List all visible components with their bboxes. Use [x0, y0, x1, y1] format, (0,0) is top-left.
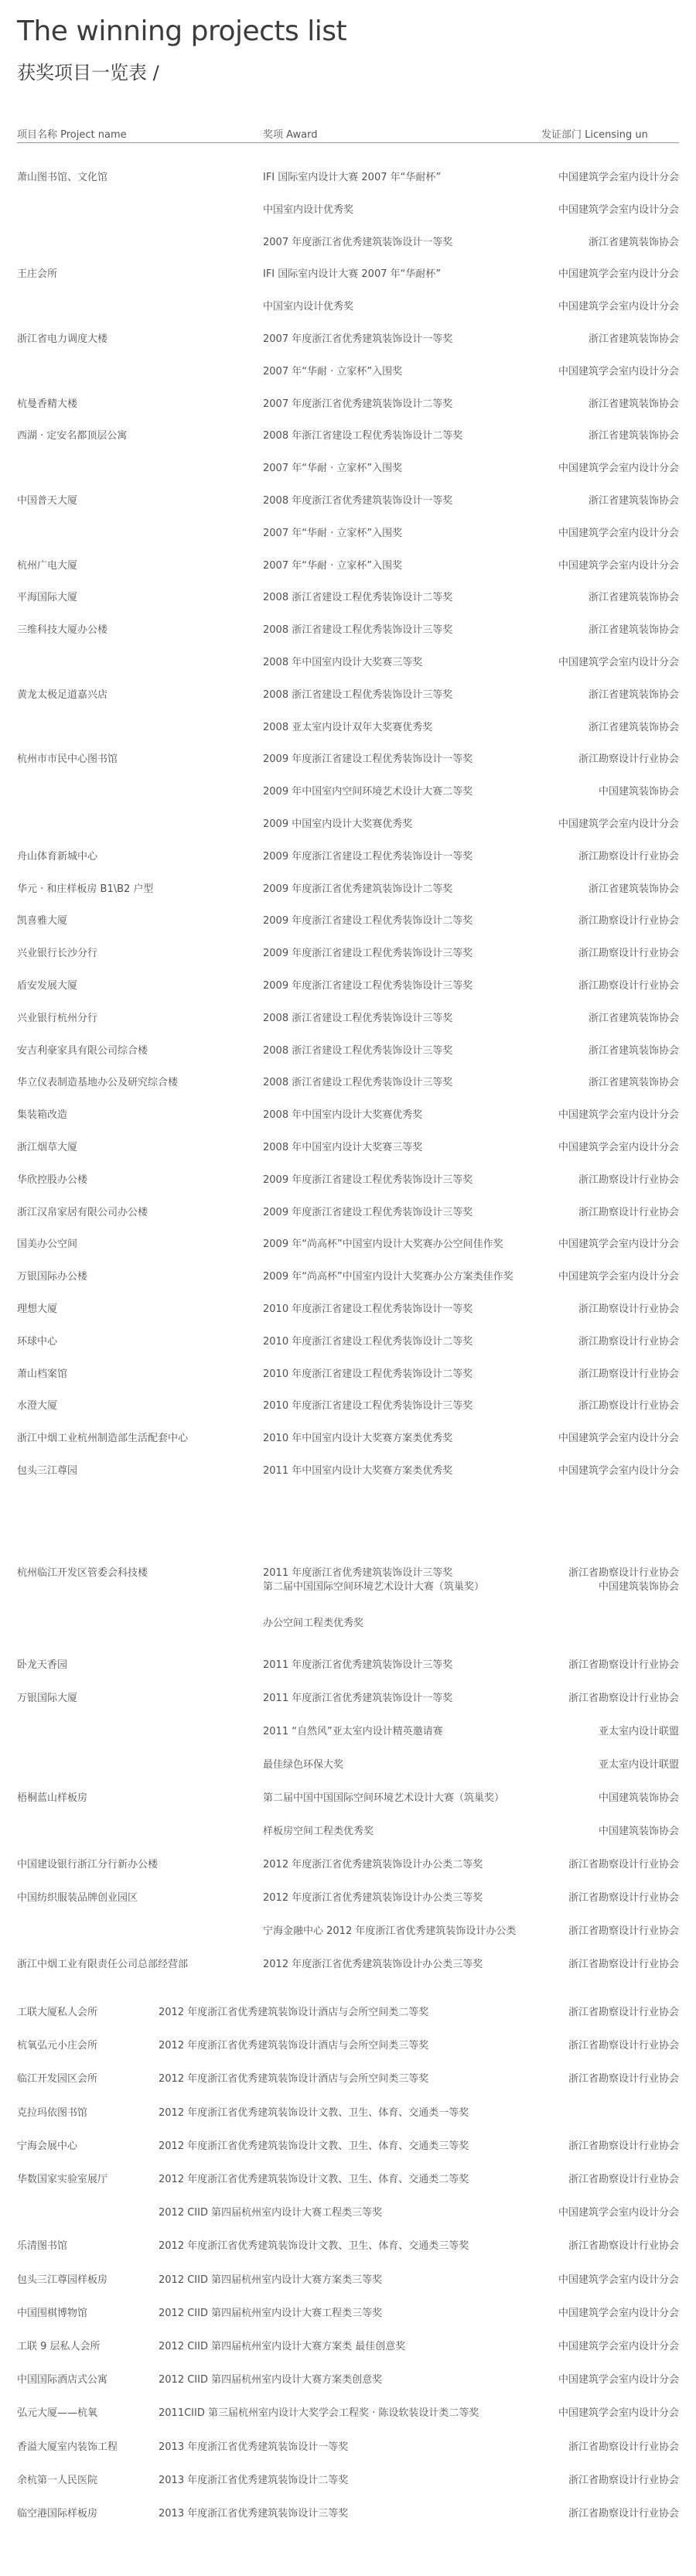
- licensing-unit: 中国建筑学会室内设计分会: [558, 366, 679, 378]
- award-text: 2009 年度浙江省建设工程优秀装饰设计一等奖: [263, 851, 473, 863]
- award-text: 样板房空间工程类优秀奖: [263, 1826, 374, 1837]
- project-name: 华立仪表制造基地办公及研究综合楼: [17, 1077, 179, 1088]
- project-name: 华元 · 和庄样板房 B1\B2 户型: [17, 883, 154, 895]
- project-name: 平海国际大厦: [17, 592, 78, 603]
- award-text: 2012 CIID 第四届杭州室内设计大赛工程类三等奖: [159, 2207, 383, 2219]
- licensing-unit: 中国建筑学会室内设计分会: [558, 560, 679, 572]
- award-text: 2013 年度浙江省优秀建筑装饰设计一等奖: [159, 2441, 349, 2453]
- project-name: 杭曼香精大楼: [17, 398, 78, 410]
- project-name: 兴业银行长沙分行: [17, 948, 98, 959]
- project-name: 萧山档案馆: [17, 1368, 68, 1380]
- award-text: 2008 浙江省建设工程优秀装饰设计三等奖: [263, 1045, 453, 1057]
- licensing-unit: 浙江省勘察设计行业协会: [568, 2441, 679, 2453]
- award-text: 2012 年度浙江省优秀建筑装饰设计办公类三等奖: [263, 1959, 483, 1970]
- award-text: 2010 年度浙江省建设工程优秀装饰设计二等奖: [263, 1336, 473, 1348]
- project-name: 凯喜雅大厦: [17, 915, 68, 927]
- licensing-unit: 浙江省勘察设计行业协会: [568, 2140, 679, 2152]
- header-divider: [17, 142, 679, 143]
- project-name: 工联大厦私人会所: [17, 2007, 98, 2018]
- award-text: 2012 年度浙江省优秀建筑装饰设计酒店与会所空间类三等奖: [159, 2040, 429, 2052]
- licensing-unit: 浙江省勘察设计行业协会: [568, 1959, 679, 1970]
- licensing-unit: 浙江省勘察设计行业协会: [568, 2508, 679, 2520]
- award-text: 2008 浙江省建设工程优秀装饰设计二等奖: [263, 592, 453, 603]
- project-name: 杭氧弘元小庄会所: [17, 2040, 98, 2052]
- project-name: 浙江汉帛家居有限公司办公楼: [17, 1207, 148, 1218]
- award-text: 2009 年度浙江省建设工程优秀装饰设计二等奖: [263, 915, 473, 927]
- project-name: 浙江中烟工业有限责任公司总部经营部: [17, 1959, 189, 1970]
- award-text: 2009 年度浙江省优秀建筑装饰设计二等奖: [263, 883, 453, 895]
- award-text: 2007 年“华耐 · 立家杯”入围奖: [263, 528, 403, 539]
- award-text: 2011CIID 第三届杭州室内设计大奖学会工程奖 · 陈设软装设计类二等奖: [159, 2407, 479, 2419]
- project-name: 舟山体育新城中心: [17, 851, 98, 863]
- award-text: 2007 年“华耐 · 立家杯”入围奖: [263, 366, 403, 378]
- project-name: 黄龙太极足道嘉兴店: [17, 689, 108, 701]
- licensing-unit: 浙江勘察设计行业协会: [578, 1368, 679, 1380]
- project-name: 中国围棋博物馆: [17, 2308, 88, 2319]
- page-title-zh: 获奖项目一览表 /: [17, 62, 159, 84]
- award-text: 2012 CIID 第四届杭州室内设计大赛方案类创意奖: [159, 2374, 383, 2386]
- award-text: 办公空间工程类优秀奖: [263, 1618, 364, 1629]
- award-text: 2012 CIID 第四届杭州室内设计大赛方案类三等奖: [159, 2274, 383, 2286]
- project-name: 国美办公空间: [17, 1238, 78, 1250]
- award-text: 2008 年中国室内设计大奖赛优秀奖: [263, 1109, 423, 1121]
- licensing-unit: 中国建筑学会室内设计分会: [558, 1109, 679, 1121]
- award-text: 2009 年度浙江省建设工程优秀装饰设计一等奖: [263, 753, 473, 765]
- project-name: 环球中心: [17, 1336, 58, 1348]
- project-name: 梧桐蓝山样板房: [17, 1792, 88, 1804]
- award-text: 宁海金融中心 2012 年度浙江省优秀建筑装饰设计办公类: [263, 1925, 517, 1937]
- licensing-unit: 中国建筑学会室内设计分会: [558, 1238, 679, 1250]
- licensing-unit: 浙江省建筑装饰协会: [588, 624, 679, 636]
- licensing-unit: 浙江省勘察设计行业协会: [568, 2073, 679, 2085]
- award-text: 2008 浙江省建设工程优秀装饰设计三等奖: [263, 1013, 453, 1024]
- award-text: 2008 年中国室内设计大奖赛三等奖: [263, 657, 423, 668]
- licensing-unit: 浙江勘察设计行业协会: [578, 948, 679, 959]
- project-name: 克拉玛依图书馆: [17, 2107, 88, 2119]
- header-award: 奖项 Award: [263, 129, 318, 141]
- project-name: 杭州临江开发区管委会科技楼: [17, 1567, 148, 1579]
- licensing-unit: 浙江勘察设计行业协会: [578, 1207, 679, 1218]
- licensing-unit: 中国建筑学会室内设计分会: [558, 2407, 679, 2419]
- award-text: 2012 年度浙江省优秀建筑装饰设计文教、卫生、体育、交通类二等奖: [159, 2174, 469, 2185]
- licensing-unit: 中国建筑学会室内设计分会: [558, 657, 679, 668]
- award-text: 2008 浙江省建设工程优秀装饰设计三等奖: [263, 689, 453, 701]
- licensing-unit: 中国建筑学会室内设计分会: [558, 2341, 679, 2352]
- award-text: 2011 年度浙江省优秀建筑装饰设计一等奖: [263, 1693, 453, 1704]
- licensing-unit: 浙江省勘察设计行业协会: [568, 1567, 679, 1579]
- award-text: IFI 国际室内设计大赛 2007 年“华耐杯”: [263, 172, 442, 183]
- licensing-unit: 中国建筑学会室内设计分会: [558, 528, 679, 539]
- page-title-en: The winning projects list: [17, 15, 347, 47]
- project-name: 中国国际酒店式公寓: [17, 2374, 108, 2386]
- licensing-unit: 浙江勘察设计行业协会: [578, 1174, 679, 1186]
- licensing-unit: 浙江省建筑装饰协会: [588, 883, 679, 895]
- project-name: 宁海会展中心: [17, 2140, 78, 2152]
- project-name: 工联 9 层私人会所: [17, 2341, 101, 2352]
- project-name: 乐清图书馆: [17, 2240, 68, 2252]
- award-text: 2012 CIID 第四届杭州室内设计大赛工程类三等奖: [159, 2308, 383, 2319]
- award-text: 2012 年度浙江省优秀建筑装饰设计办公类三等奖: [263, 1892, 483, 1904]
- project-name: 集装箱改造: [17, 1109, 68, 1121]
- award-text: 2008 浙江省建设工程优秀装饰设计三等奖: [263, 624, 453, 636]
- licensing-unit: 浙江勘察设计行业协会: [578, 980, 679, 992]
- licensing-unit: 中国建筑学会室内设计分会: [558, 2374, 679, 2386]
- award-text: 2009 年度浙江省建设工程优秀装饰设计三等奖: [263, 980, 473, 992]
- award-text: 2008 浙江省建设工程优秀装饰设计三等奖: [263, 1077, 453, 1088]
- licensing-unit: 中国建筑学会室内设计分会: [558, 1271, 679, 1283]
- award-text: 2009 年度浙江省建设工程优秀装饰设计三等奖: [263, 1174, 473, 1186]
- award-text: 最佳绿色环保大奖: [263, 1759, 344, 1771]
- licensing-unit: 浙江省建筑装饰协会: [588, 430, 679, 442]
- licensing-unit: 浙江省建筑装饰协会: [588, 333, 679, 345]
- licensing-unit: 亚太室内设计联盟: [598, 1759, 679, 1771]
- project-name: 中国建设银行浙江分行新办公楼: [17, 1859, 159, 1871]
- licensing-unit: 浙江省勘察设计行业协会: [568, 1925, 679, 1937]
- licensing-unit: 中国建筑学会室内设计分会: [558, 204, 679, 216]
- project-name: 兴业银行杭州分行: [17, 1013, 98, 1024]
- licensing-unit: 中国建筑学会室内设计分会: [558, 268, 679, 280]
- award-text: 2012 CIID 第四届杭州室内设计大赛方案类 最佳创意奖: [159, 2341, 406, 2352]
- award-text: 2010 年中国室内设计大奖赛方案类优秀奖: [263, 1433, 453, 1444]
- award-text: 2010 年度浙江省建设工程优秀装饰设计一等奖: [263, 1303, 473, 1315]
- project-name: 浙江省电力调度大楼: [17, 333, 108, 345]
- project-name: 香溢大厦室内装饰工程: [17, 2441, 118, 2453]
- project-name: 临江开发园区会所: [17, 2073, 98, 2085]
- licensing-unit: 浙江省建筑装饰协会: [588, 592, 679, 603]
- project-name: 杭州广电大厦: [17, 560, 78, 572]
- project-name: 三维科技大厦办公楼: [17, 624, 108, 636]
- licensing-unit: 浙江省勘察设计行业协会: [568, 2007, 679, 2018]
- licensing-unit: 浙江省勘察设计行业协会: [568, 2040, 679, 2052]
- award-text: 2010 年度浙江省建设工程优秀装饰设计三等奖: [263, 1400, 473, 1412]
- award-text: 2013 年度浙江省优秀建筑装饰设计二等奖: [159, 2475, 349, 2486]
- licensing-unit: 浙江勘察设计行业协会: [578, 851, 679, 863]
- licensing-unit: 中国建筑学会室内设计分会: [558, 172, 679, 183]
- project-name: 理想大厦: [17, 1303, 58, 1315]
- licensing-unit: 浙江省勘察设计行业协会: [568, 2174, 679, 2185]
- project-name: 临空港国际样板房: [17, 2508, 98, 2520]
- licensing-unit: 中国建筑学会室内设计分会: [558, 2308, 679, 2319]
- project-name: 华欣控股办公楼: [17, 1174, 88, 1186]
- licensing-unit: 浙江勘察设计行业协会: [578, 1400, 679, 1412]
- award-text: 2012 年度浙江省优秀建筑装饰设计酒店与会所空间类二等奖: [159, 2007, 429, 2018]
- award-text: IFI 国际室内设计大赛 2007 年“华耐杯”: [263, 268, 442, 280]
- award-text: 2009 中国室内设计大奖赛优秀奖: [263, 818, 413, 830]
- licensing-unit: 浙江省建筑装饰协会: [588, 398, 679, 410]
- project-name: 王庄会所: [17, 268, 58, 280]
- award-text: 2007 年度浙江省优秀建筑装饰设计一等奖: [263, 237, 453, 248]
- award-text: 2012 年度浙江省优秀建筑装饰设计文教、卫生、体育、交通类一等奖: [159, 2107, 469, 2119]
- licensing-unit: 浙江勘察设计行业协会: [578, 753, 679, 765]
- project-name: 中国纺织服装品牌创业园区: [17, 1892, 138, 1904]
- project-name: 盾安发展大厦: [17, 980, 78, 992]
- licensing-unit: 中国建筑装饰协会: [598, 1826, 679, 1837]
- project-name: 浙江中烟工业杭州制造部生活配套中心: [17, 1433, 189, 1444]
- licensing-unit: 浙江省勘察设计行业协会: [568, 1659, 679, 1671]
- award-text: 2009 年度浙江省建设工程优秀装饰设计三等奖: [263, 1207, 473, 1218]
- project-name: 安吉利豪家具有限公司综合楼: [17, 1045, 148, 1057]
- award-text: 2009 年“尚高杯”中国室内设计大奖赛办公空间佳作奖: [263, 1238, 503, 1250]
- licensing-unit: 浙江勘察设计行业协会: [578, 1303, 679, 1315]
- licensing-unit: 浙江省建筑装饰协会: [588, 1045, 679, 1057]
- award-text: 2007 年度浙江省优秀建筑装饰设计二等奖: [263, 398, 453, 410]
- licensing-unit: 浙江省建筑装饰协会: [588, 1013, 679, 1024]
- licensing-unit: 中国建筑学会室内设计分会: [558, 2274, 679, 2286]
- project-name: 卧龙天香园: [17, 1659, 68, 1671]
- award-text: 2008 年中国室内设计大奖赛三等奖: [263, 1142, 423, 1153]
- award-text: 2011 年中国室内设计大奖赛方案类优秀奖: [263, 1465, 453, 1477]
- licensing-unit: 浙江省建筑装饰协会: [588, 689, 679, 701]
- award-text: 2012 年度浙江省优秀建筑装饰设计办公类二等奖: [263, 1859, 483, 1871]
- award-text: 2009 年“尚高杯”中国室内设计大奖赛办公方案类佳作奖: [263, 1271, 513, 1283]
- project-name: 包头三江尊园: [17, 1465, 78, 1477]
- project-name: 包头三江尊园样板房: [17, 2274, 108, 2286]
- licensing-unit: 中国建筑学会室内设计分会: [558, 463, 679, 474]
- licensing-unit: 浙江勘察设计行业协会: [578, 915, 679, 927]
- award-text: 2012 年度浙江省优秀建筑装饰设计文教、卫生、体育、交通类三等奖: [159, 2140, 469, 2152]
- award-text: 2009 年度浙江省建设工程优秀装饰设计三等奖: [263, 948, 473, 959]
- project-name: 西湖 · 定安名都顶层公寓: [17, 430, 128, 442]
- award-text: 第二届中国国际空间环境艺术设计大赛（筑巢奖）: [263, 1581, 485, 1593]
- licensing-unit: 浙江省建筑装饰协会: [588, 237, 679, 248]
- project-name: 浙江烟草大厦: [17, 1142, 78, 1153]
- award-text: 2012 年度浙江省优秀建筑装饰设计酒店与会所空间类三等奖: [159, 2073, 429, 2085]
- licensing-unit: 中国建筑学会室内设计分会: [558, 1142, 679, 1153]
- award-text: 2008 年度浙江省优秀建筑装饰设计一等奖: [263, 495, 453, 507]
- licensing-unit: 中国建筑学会室内设计分会: [558, 818, 679, 830]
- project-name: 万银国际办公楼: [17, 1271, 88, 1283]
- header-project-name: 项目名称 Project name: [17, 129, 127, 141]
- licensing-unit: 中国建筑装饰协会: [598, 786, 679, 798]
- award-text: 2007 年“华耐 · 立家杯”入围奖: [263, 560, 403, 572]
- award-text: 中国室内设计优秀奖: [263, 204, 354, 216]
- award-text: 2007 年度浙江省优秀建筑装饰设计一等奖: [263, 333, 453, 345]
- licensing-unit: 浙江省勘察设计行业协会: [568, 2475, 679, 2486]
- project-name: 萧山图书馆、文化馆: [17, 172, 108, 183]
- award-text: 2007 年“华耐 · 立家杯”入围奖: [263, 463, 403, 474]
- award-text: 2012 年度浙江省优秀建筑装饰设计文教、卫生、体育、交通类三等奖: [159, 2240, 469, 2252]
- award-text: 2008 年浙江省建设工程优秀装饰设计二等奖: [263, 430, 463, 442]
- licensing-unit: 中国建筑学会室内设计分会: [558, 1433, 679, 1444]
- licensing-unit: 中国建筑装饰协会: [598, 1581, 679, 1593]
- header-licensing-unit: 发证部门 Licensing un: [541, 129, 648, 141]
- project-name: 中国普天大厦: [17, 495, 78, 507]
- licensing-unit: 中国建筑学会室内设计分会: [558, 1465, 679, 1477]
- award-text: 2011 年度浙江省优秀建筑装饰设计三等奖: [263, 1659, 453, 1671]
- award-text: 2013 年度浙江省优秀建筑装饰设计三等奖: [159, 2508, 349, 2520]
- project-name: 万银国际大厦: [17, 1693, 78, 1704]
- award-text: 2011 “自然风”亚太室内设计精英邀请赛: [263, 1726, 443, 1737]
- award-text: 中国室内设计优秀奖: [263, 301, 354, 313]
- project-name: 杭州市市民中心图书馆: [17, 753, 118, 765]
- licensing-unit: 浙江省勘察设计行业协会: [568, 1693, 679, 1704]
- project-name: 弘元大厦——杭氧: [17, 2407, 98, 2419]
- award-text: 2009 年中国室内空间环境艺术设计大赛二等奖: [263, 786, 473, 798]
- award-text: 2008 亚太室内设计双年大奖赛优秀奖: [263, 722, 433, 733]
- licensing-unit: 浙江省勘察设计行业协会: [568, 1859, 679, 1871]
- licensing-unit: 浙江省勘察设计行业协会: [568, 2240, 679, 2252]
- award-text: 2010 年度浙江省建设工程优秀装饰设计二等奖: [263, 1368, 473, 1380]
- award-text: 第二届中国中国国际空间环境艺术设计大赛（筑巢奖）: [263, 1792, 505, 1804]
- licensing-unit: 浙江省建筑装饰协会: [588, 1077, 679, 1088]
- licensing-unit: 浙江省勘察设计行业协会: [568, 1892, 679, 1904]
- licensing-unit: 中国建筑学会室内设计分会: [558, 2207, 679, 2219]
- project-name: 余杭第一人民医院: [17, 2475, 98, 2486]
- licensing-unit: 中国建筑装饰协会: [598, 1792, 679, 1804]
- award-text: 2011 年度浙江省优秀建筑装饰设计三等奖: [263, 1567, 453, 1579]
- project-name: 水澄大厦: [17, 1400, 58, 1412]
- licensing-unit: 浙江勘察设计行业协会: [578, 1336, 679, 1348]
- licensing-unit: 浙江省建筑装饰协会: [588, 495, 679, 507]
- licensing-unit: 浙江省建筑装饰协会: [588, 722, 679, 733]
- licensing-unit: 中国建筑学会室内设计分会: [558, 301, 679, 313]
- project-name: 华数国家实验室展厅: [17, 2174, 108, 2185]
- licensing-unit: 亚太室内设计联盟: [598, 1726, 679, 1737]
